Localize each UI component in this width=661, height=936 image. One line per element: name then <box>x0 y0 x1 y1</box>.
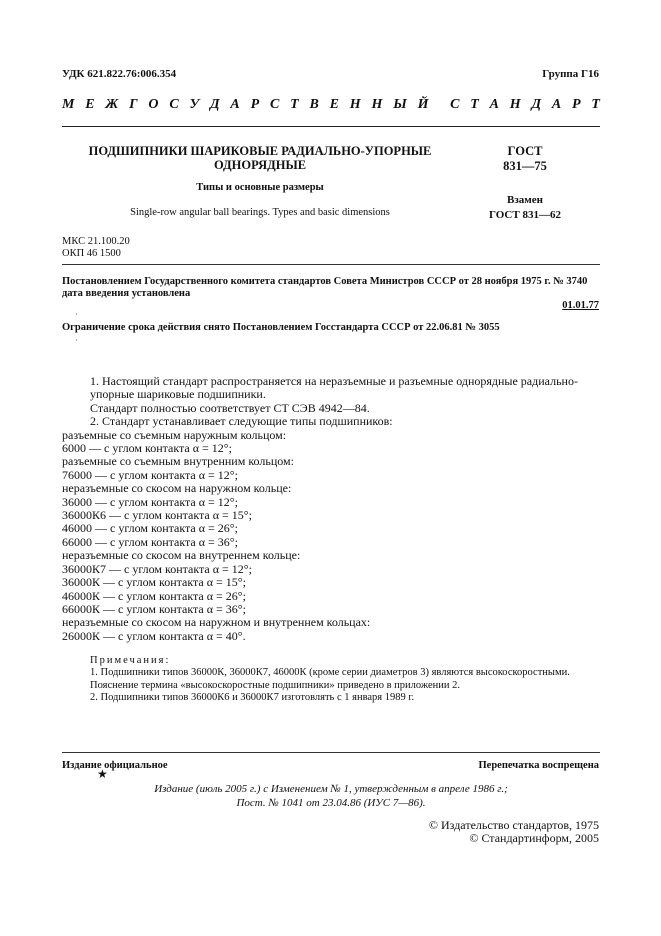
banner-letter: А <box>551 97 562 112</box>
banner-letter: Н <box>509 97 521 112</box>
bearing-type-line: 26000К — с углом контакта α = 40°. <box>62 628 246 643</box>
bearing-type-line: разъемные со съемным наружным кольцом: <box>62 427 287 442</box>
header-divider <box>62 126 600 127</box>
note-2: 2. Подшипники типов 36000К6 и 36000К7 изготовлять с 1 января 1989 г. <box>90 692 415 704</box>
decree-text: Постановлением Государственного комитета стандартов Совета Министров СССР от 28 ноября 1975 г. № 3740 дата введения установлена <box>62 276 588 299</box>
title-line-1: ПОДШИПНИКИ ШАРИКОВЫЕ РАДИАЛЬНО-УПОРНЫЕ <box>88 144 432 158</box>
gost-label: ГОСТ <box>507 144 543 158</box>
banner-letter: Е <box>329 97 339 112</box>
banner-letter: М <box>62 97 75 112</box>
paragraph-2: 2. Стандарт устанавливает следующие типы подшипников: <box>90 414 393 429</box>
udk-code: УДК 621.822.76:006.354 <box>62 68 177 80</box>
banner-letter: Ы <box>393 97 407 112</box>
banner-letter: Н <box>349 97 361 112</box>
edition-info <box>62 782 600 810</box>
banner-letter: Т <box>470 97 479 112</box>
banner-letter: У <box>189 97 200 112</box>
replaced-label: Взамен <box>507 194 543 206</box>
star-icon: ★ <box>97 767 108 781</box>
banner-letter: Д <box>531 97 542 112</box>
subtitle-russian: Типы и основные размеры <box>196 182 324 193</box>
bearing-type-line: 36000К6 — с углом контакта α = 15°; <box>62 508 252 523</box>
edition-line-1: Издание (июль 2005 г.) с Изменением № 1, утвержденным в апреле 1986 г.; <box>154 783 508 795</box>
decorative-dot: · <box>75 336 78 345</box>
note-1: 1. Подшипники типов 36000К, 36000К7, 46000К (кроме серии диаметров 3) являются высокоскоростными. Пояснение термина «высокоскоростные подшипники» приведено в приложении 2. <box>90 667 570 691</box>
bearing-type-line: 36000К — с углом контакта α = 15°; <box>62 575 246 590</box>
standard-body <box>62 375 600 643</box>
banner-letter: Н <box>371 97 383 112</box>
bearing-type-line: 46000 — с углом контакта α = 26°; <box>62 521 238 536</box>
gost-number: 831—75 <box>503 159 547 173</box>
bearing-type-line: 66000К — с углом контакта α = 36°; <box>62 601 246 616</box>
bearing-type-line: неразъемные со скосом на наружном кольце: <box>62 481 292 496</box>
notes-section <box>62 655 600 705</box>
group-code: Группа Г16 <box>542 68 599 80</box>
bearing-type-line: 6000 — с углом контакта α = 12°; <box>62 441 232 456</box>
notes-heading: Примечания: <box>90 655 171 666</box>
bearing-type-line: 36000К7 — с углом контакта α = 12°; <box>62 561 252 576</box>
banner-letter: Р <box>250 97 260 112</box>
banner-letter: А <box>230 97 240 112</box>
bearing-type-line: 66000 — с углом контакта α = 36°; <box>62 534 238 549</box>
paragraph-1: 1. Настоящий стандарт распространяется на неразъемные и разъемные однорядные радиально-упорные шариковые подшипники. <box>90 374 578 402</box>
bearing-type-line: неразъемные со скосом на внутреннем кольце: <box>62 548 301 563</box>
edition-line-2: Пост. № 1041 от 23.04.86 (ИУС 7—86). <box>236 797 426 809</box>
banner-letter: С <box>450 97 460 112</box>
effective-date: 01.01.77 <box>562 300 599 311</box>
bearing-type-line: 76000 — с углом контакта α = 12°; <box>62 467 238 482</box>
mks-code: МКС 21.100.20 <box>62 236 130 247</box>
official-edition-label: Издание официальное <box>62 760 168 771</box>
decorative-dot: · <box>75 310 78 319</box>
gost-number-block <box>475 144 575 174</box>
paragraph-1-conformity: Стандарт полностью соответствует СТ СЭВ 4942—84. <box>90 400 370 415</box>
bearing-type-line: разъемные со съемным внутренним кольцом: <box>62 454 294 469</box>
banner-letter: Р <box>572 97 581 112</box>
bearing-type-line: неразъемные со скосом на наружном и внутреннем кольцах: <box>62 615 371 630</box>
banner-letter: С <box>269 97 280 112</box>
reprint-prohibited-label: Перепечатка воспрещена <box>478 760 599 771</box>
document-title <box>80 144 440 172</box>
banner-letter: Е <box>85 97 95 112</box>
validity-limit-text: Ограничение срока действия снято Постановлением Госстандарта СССР от 22.06.81 № 3055 <box>62 322 500 333</box>
bearing-type-line: 36000 — с углом контакта α = 12°; <box>62 494 238 509</box>
banner-letter: Д <box>210 97 220 112</box>
standard-banner <box>62 97 600 113</box>
copyright-block <box>429 819 599 845</box>
copyright-line-1: © Издательство стандартов, 1975 <box>428 818 599 832</box>
bearing-type-line: 46000К — с углом контакта α = 26°; <box>62 588 246 603</box>
replaced-value: ГОСТ 831—62 <box>489 209 561 221</box>
banner-letter: С <box>169 97 179 112</box>
banner-letter: В <box>309 97 319 112</box>
subtitle-english: Single-row angular ball bearings. Types and basic dimensions <box>130 207 390 218</box>
banner-letter: Г <box>129 97 138 112</box>
copyright-line-2: © Стандартинформ, 2005 <box>469 831 599 845</box>
banner-letter: Й <box>417 97 429 112</box>
banner-letter: Ж <box>105 97 119 112</box>
title-line-2: ОДНОРЯДНЫЕ <box>213 158 307 172</box>
footer-divider <box>62 752 600 753</box>
banner-letter: Т <box>290 97 299 112</box>
okp-code: ОКП 46 1500 <box>62 248 121 259</box>
banner-letter: О <box>148 97 159 112</box>
codes-divider <box>62 264 600 265</box>
banner-letter: А <box>489 97 499 112</box>
banner-letter: Т <box>591 97 600 112</box>
replaced-standard <box>475 193 575 223</box>
classification-codes <box>62 236 130 260</box>
